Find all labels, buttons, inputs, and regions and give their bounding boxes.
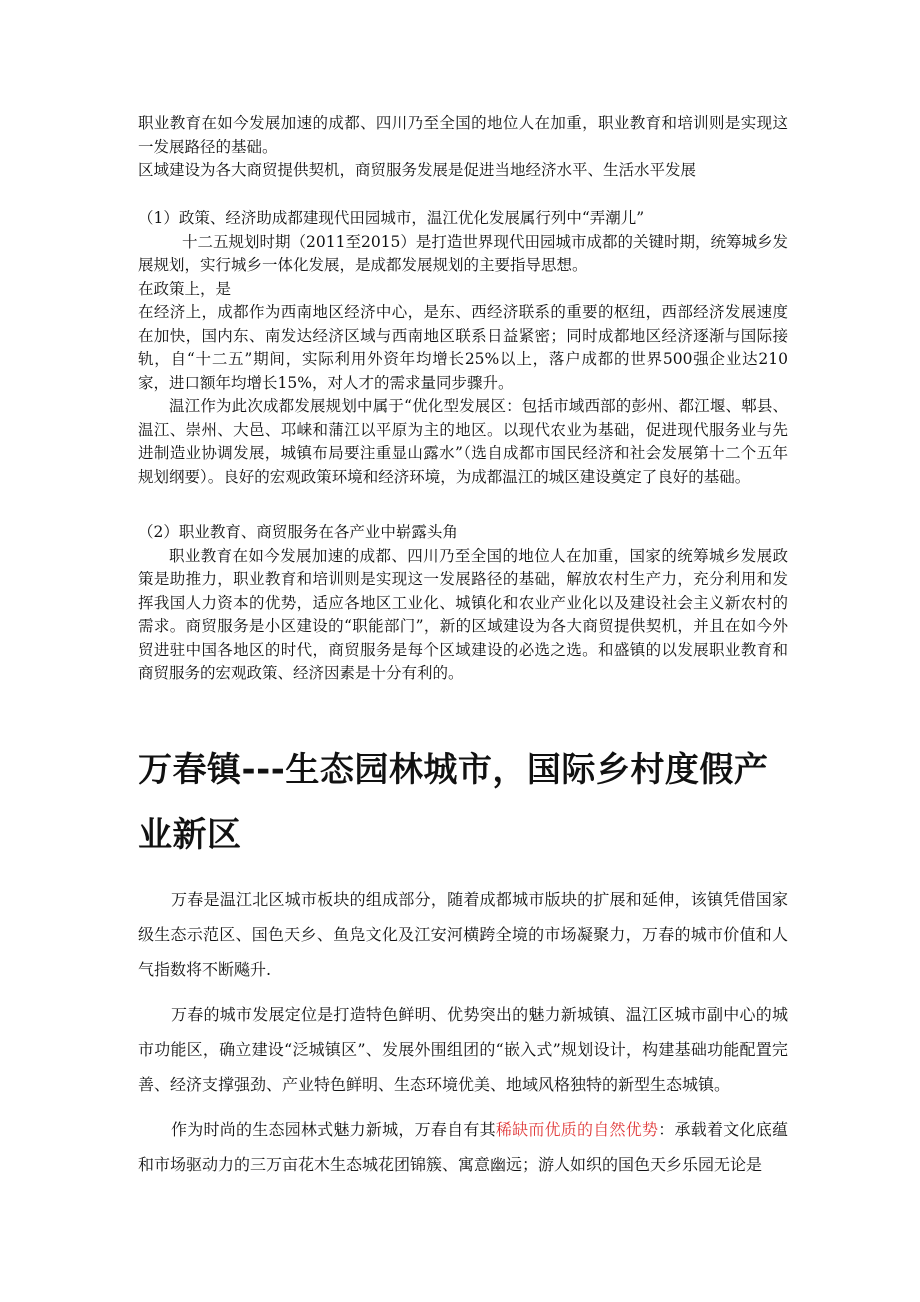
- wanchun-title: 万春镇---生态园林城市，国际乡村度假产业新区: [138, 750, 769, 855]
- wanchun-para-3-lead: 作为时尚的生态园林式魅力新城，万春自有其: [171, 1120, 496, 1139]
- wanchun-title-block: [138, 738, 798, 868]
- natural-advantage-highlight: 稀缺而优质的自然优势: [495, 1120, 659, 1139]
- section-2: [138, 521, 788, 686]
- intro-block: [138, 112, 788, 183]
- section-2-heading: （2）职业教育、商贸服务在各产业中崭露头角: [138, 523, 458, 541]
- wanchun-para-1: 万春是温江北区城市板块的组成部分，随着成都城市版块的扩展和延伸，该镇凭借国家级生态示范区、国色天乡、鱼凫文化及江安河横跨全境的市场凝聚力，万春的城市价值和人气指数将不断飚升.: [138, 890, 788, 979]
- wanchun-body: [138, 882, 788, 1182]
- section-2-para-1: 职业教育在如今发展加速的成都、四川乃至全国的地位人在加重，国家的统筹城乡发展政策是助推力，职业教育和培训则是实现这一发展路径的基础，解放农村生产力，充分利用和发挥我国人力资本的优势，适应各地区工业化、城镇化和农业产业化以及建设社会主义新农村的需求。商贸服务是小区建设的“职能部门”，新的区域建设为各大商贸提供契机，并且在如今外贸进驻中国各地区的时代，商贸服务是每个区域建设的必选之选。和盛镇的以发展职业教育和商贸服务的宏观政策、经济因素是十分有利的。: [138, 546, 788, 682]
- wanchun-para-2: 万春的城市发展定位是打造特色鲜明、优势突出的魅力新城镇、温江区城市副中心的城市功能区，确立建设“泛城镇区”、发展外围组团的“嵌入式”规划设计，构建基础功能配置完善、经济支撑强劲、产业特色鲜明、生态环境优美、地域风格独特的新型生态城镇。: [138, 1005, 788, 1094]
- intro-line-2: 区域建设为各大商贸提供契机，商贸服务发展是促进当地经济水平、生活水平发展: [138, 161, 697, 179]
- wanchun-para-3-tail: ：承载着文化底蕴和市场驱动力的三万亩花木生态城花团锦簇、寓意幽远；游人如织的国色天乡乐园无论是: [138, 1120, 788, 1174]
- section-1-para-2: 在政策上，是: [138, 279, 232, 298]
- section-1-heading: （1）政策、经济助成都建现代田园城市，温江优化发展属行列中“弄潮儿”: [138, 209, 645, 227]
- section-1-para-4: 温江作为此次成都发展规划中属于“优化型发展区：包括市域西部的彭州、都江堰、郫县、温江、崇州、大邑、邛崃和蒲江以平原为主的地区。以现代农业为基础，促进现代服务业与先进制造业协调发展，城镇布局要注重显山露水”（选自成都市国民经济和社会发展第十二个五年规划纲要）。良好的宏观政策环境和经济环境，为成都温江的城区建设奠定了良好的基础。: [138, 397, 788, 486]
- wanchun-para-3: [138, 1112, 788, 1182]
- section-1: [138, 207, 788, 489]
- intro-line-1: 职业教育在如今发展加速的成都、四川乃至全国的地位人在加重，职业教育和培训则是实现这一发展路径的基础。: [138, 114, 788, 156]
- section-1-para-1: 十二五规划时期（2011至2015）是打造世界现代田园城市成都的关键时期，统筹城乡发展规划，实行城乡一体化发展，是成都发展规划的主要指导思想。: [138, 232, 788, 274]
- section-1-para-3: 在经济上，成都作为西南地区经济中心，是东、西经济联系的重要的枢纽，西部经济发展速度在加快，国内东、南发达经济区域与西南地区联系日益紧密；同时成都地区经济逐渐与国际接轨，自“十二五”期间，实际利用外资年均增长25%以上，落户成都的世界500强企业达210家，进口额年均增长15%，对人才的需求量同步骤升。: [138, 303, 788, 392]
